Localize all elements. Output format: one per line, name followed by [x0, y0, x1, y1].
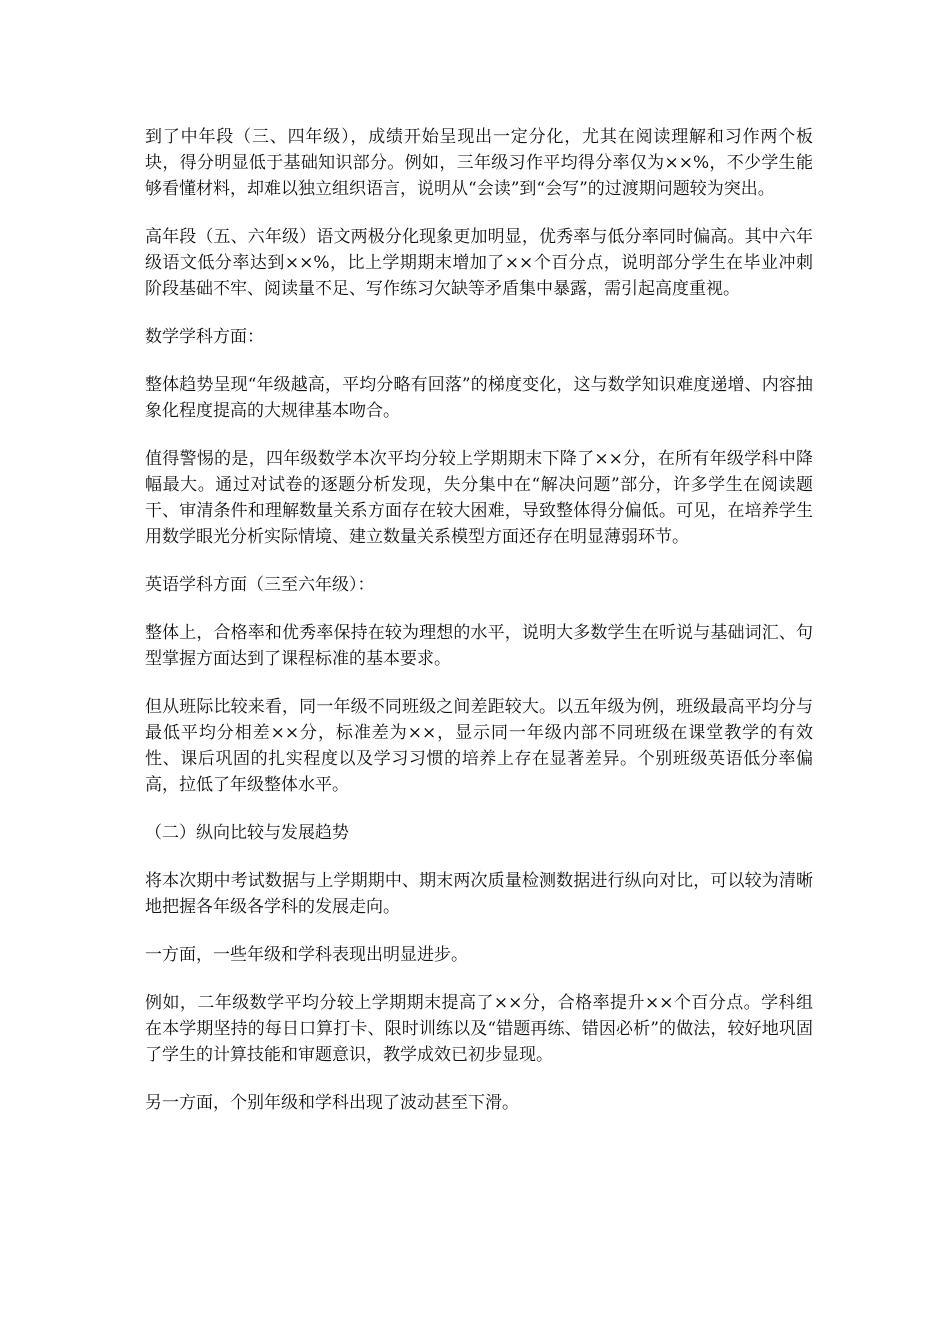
paragraph-upper-grade-chinese: 高年段（五、六年级）语文两极分化现象更加明显，优秀率与低分率同时偏高。其中六年级语文低分率达到××%，比上学期期末增加了××个百分点，说明部分学生在毕业冲刺阶段基础不牢、阅读量不足、写作练习欠缺等矛盾集中暴露，需引起高度重视。 — [145, 227, 813, 299]
paragraph-math-grade-four: 值得警惕的是，四年级数学本次平均分较上学期期末下降了××分，在所有年级学科中降幅最大。通过对试卷的逐题分析发现，失分集中在“解决问题”部分，许多学生在阅读题干、审清条件和理解数量关系方面存在较大困难，导致整体得分偏低。可见，在培养学生用数学眼光分析实际情境、建立数量关系模型方面还存在明显薄弱环节。 — [145, 449, 813, 547]
paragraph-progress-intro: 一方面，一些年级和学科表现出明显进步。 — [145, 945, 468, 965]
document-body — [145, 124, 813, 1138]
paragraph-middle-grade-chinese: 到了中年段（三、四年级），成绩开始呈现出一定分化，尤其在阅读理解和习作两个板块，得分明显低于基础知识部分。例如，三年级习作平均得分率仅为××%，不少学生能够看懂材料，却难以独立组织语言，说明从“会读”到“会写”的过渡期问题较为突出。 — [145, 127, 813, 199]
paragraph-math-trend: 整体趋势呈现“年级越高，平均分略有回落”的梯度变化，这与数学知识难度递增、内容抽象化程度提高的大规律基本吻合。 — [145, 375, 813, 421]
heading-math-subject: 数学学科方面： — [145, 327, 264, 347]
paragraph-english-overall: 整体上，合格率和优秀率保持在较为理想的水平，说明大多数学生在听说与基础词汇、句型掌握方面达到了课程标准的基本要求。 — [145, 623, 813, 669]
paragraph-longitudinal-intro: 将本次期中考试数据与上学期期中、期末两次质量检测数据进行纵向对比，可以较为清晰地把握各年级各学科的发展走向。 — [145, 871, 813, 917]
section-heading-longitudinal: （二）纵向比较与发展趋势 — [145, 823, 349, 843]
heading-english-subject: 英语学科方面（三至六年级）： — [145, 575, 375, 595]
paragraph-english-class-gap: 但从班际比较来看，同一年级不同班级之间差距较大。以五年级为例，班级最高平均分与最低平均分相差××分，标准差为××，显示同一年级内部不同班级在课堂教学的有效性、课后巩固的扎实程度以及学习习惯的培养上存在显著差异。个别班级英语低分率偏高，拉低了年级整体水平。 — [145, 697, 813, 795]
paragraph-grade-two-math: 例如，二年级数学平均分较上学期期末提高了××分，合格率提升××个百分点。学科组在本学期坚持的每日口算打卡、限时训练以及“错题再练、错因必析”的做法，较好地巩固了学生的计算技能和审题意识，教学成效已初步显现。 — [145, 993, 813, 1065]
paragraph-decline-intro: 另一方面，个别年级和学科出现了波动甚至下滑。 — [145, 1093, 519, 1113]
